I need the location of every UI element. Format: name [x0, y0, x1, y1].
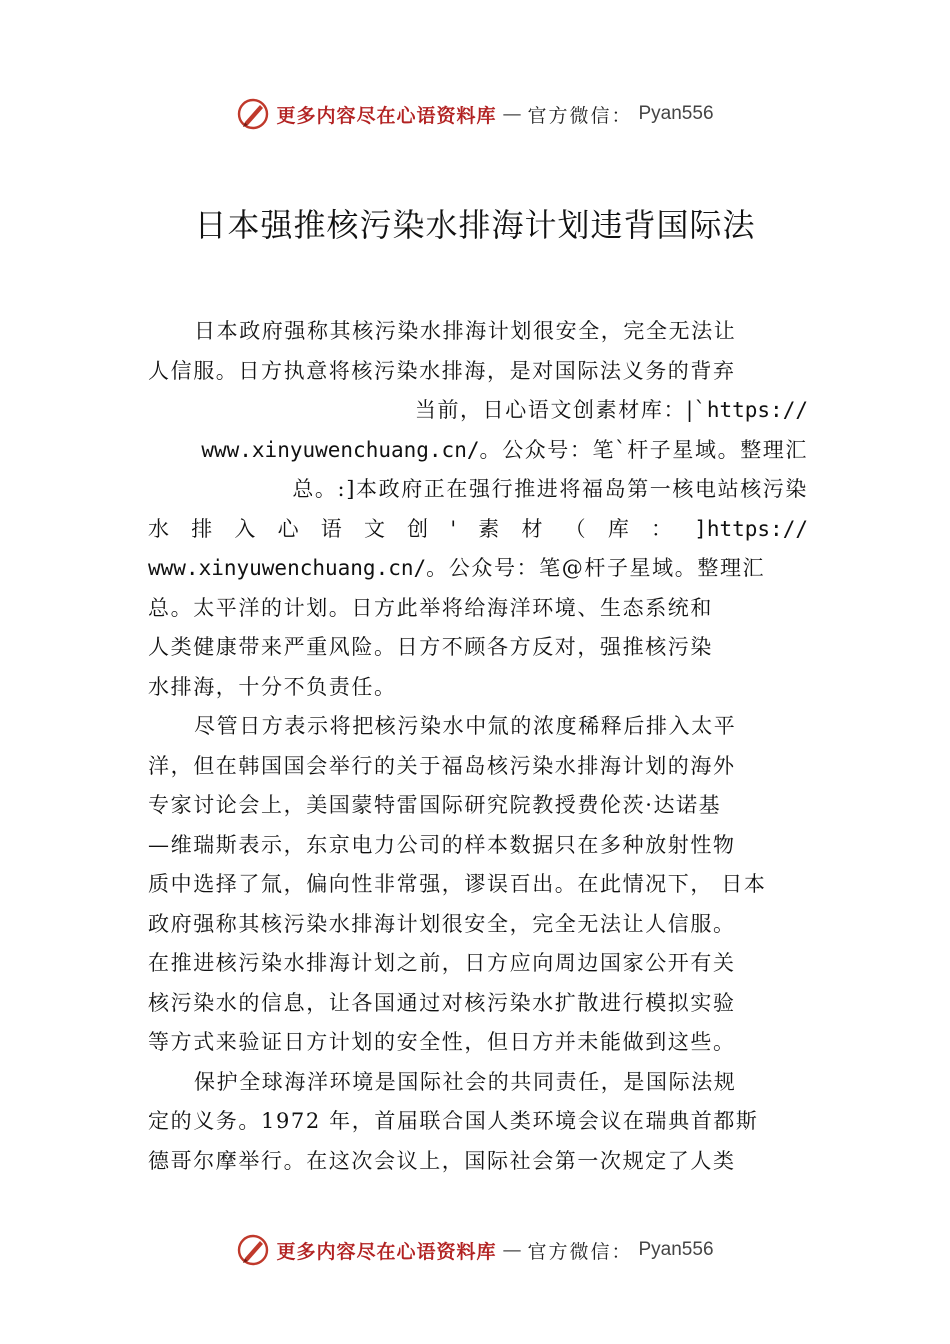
- footer-watermark: [0, 1230, 950, 1270]
- spread-text-line: 水 排 入 心 语 文 创 ' 素 材 （ 库 ： ]https://: [148, 516, 808, 541]
- text-line: 保护全球海洋环境是国际社会的共同责任，是国际法规: [194, 1069, 737, 1094]
- text-line: 总。:]本政府正在强行推进将福岛第一核电站核污染: [292, 477, 808, 501]
- banner-wechat-label: 官方微信：: [527, 1240, 633, 1263]
- text-line: 尽管日方表示将把核污染水中氚的浓度稀释后排入太平: [194, 714, 737, 738]
- text-line: 水排海，十分不负责任。: [148, 674, 397, 699]
- text-line: www.xinyuwenchuang.cn/。公众号：笔@杆子星域。整理汇: [148, 556, 766, 580]
- header-watermark: [0, 94, 950, 134]
- banner-dash: —: [502, 103, 522, 125]
- text-line: 洋，但在韩国国会举行的关于福岛核污染水排海计划的海外: [148, 753, 736, 778]
- text-line: 质中选择了氚，偏向性非常强，谬误百出。在此情况下， 日本: [148, 872, 767, 896]
- text-line: 专家讨论会上，美国蒙特雷国际研究院教授费伦茨·达诺基: [148, 793, 722, 817]
- text-line: 总。太平洋的计划。日方此举将给海洋环境、生态系统和: [148, 595, 713, 620]
- text-line: 当前，日心语文创素材库：|`https://: [414, 398, 808, 422]
- text-line: www.xinyuwenchuang.cn/。公众号：笔`杆子星域。整理汇: [201, 437, 808, 462]
- page-title: 日本强推核污染水排海计划违背国际法: [194, 206, 756, 244]
- text-line: 在推进核污染水排海计划之前，日方应向周边国家公开有关: [148, 951, 736, 975]
- text-line: 核污染水的信息，让各国通过对核污染水扩散进行模拟实验: [148, 990, 736, 1015]
- text-line: 德哥尔摩举行。在这次会议上，国际社会第一次规定了人类: [148, 1148, 736, 1173]
- banner-wechat-id: Pyan556: [638, 103, 714, 124]
- banner-wechat-label: 官方微信：: [527, 104, 633, 127]
- banner-main-text: 更多内容尽在心语资料库: [276, 104, 497, 127]
- text-line: 定的义务。1972 年，首届联合国人类环境会议在瑞典首都斯: [148, 1109, 759, 1133]
- text-line: 政府强称其核污染水排海计划很安全，完全无法让人信服。: [148, 911, 736, 936]
- text-line: 等方式来验证日方计划的安全性，但日方并未能做到这些。: [148, 1030, 736, 1054]
- pen-logo-icon: [236, 1233, 270, 1267]
- banner-dash: —: [502, 1239, 522, 1261]
- banner-main-text: 更多内容尽在心语资料库: [276, 1240, 497, 1263]
- text-line: 人类健康带来严重风险。日方不顾各方反对，强推核污染: [148, 635, 713, 659]
- text-line: —维瑞斯表示，东京电力公司的样本数据只在多种放射性物: [148, 832, 736, 857]
- text-line: 日本政府强称其核污染水排海计划很安全，完全无法让: [194, 319, 737, 343]
- article-body: [148, 312, 808, 1181]
- pen-logo-icon: [236, 97, 270, 131]
- text-line: 人信服。日方执意将核污染水排海，是对国际法义务的背弃: [148, 358, 736, 383]
- banner-wechat-id: Pyan556: [638, 1239, 714, 1260]
